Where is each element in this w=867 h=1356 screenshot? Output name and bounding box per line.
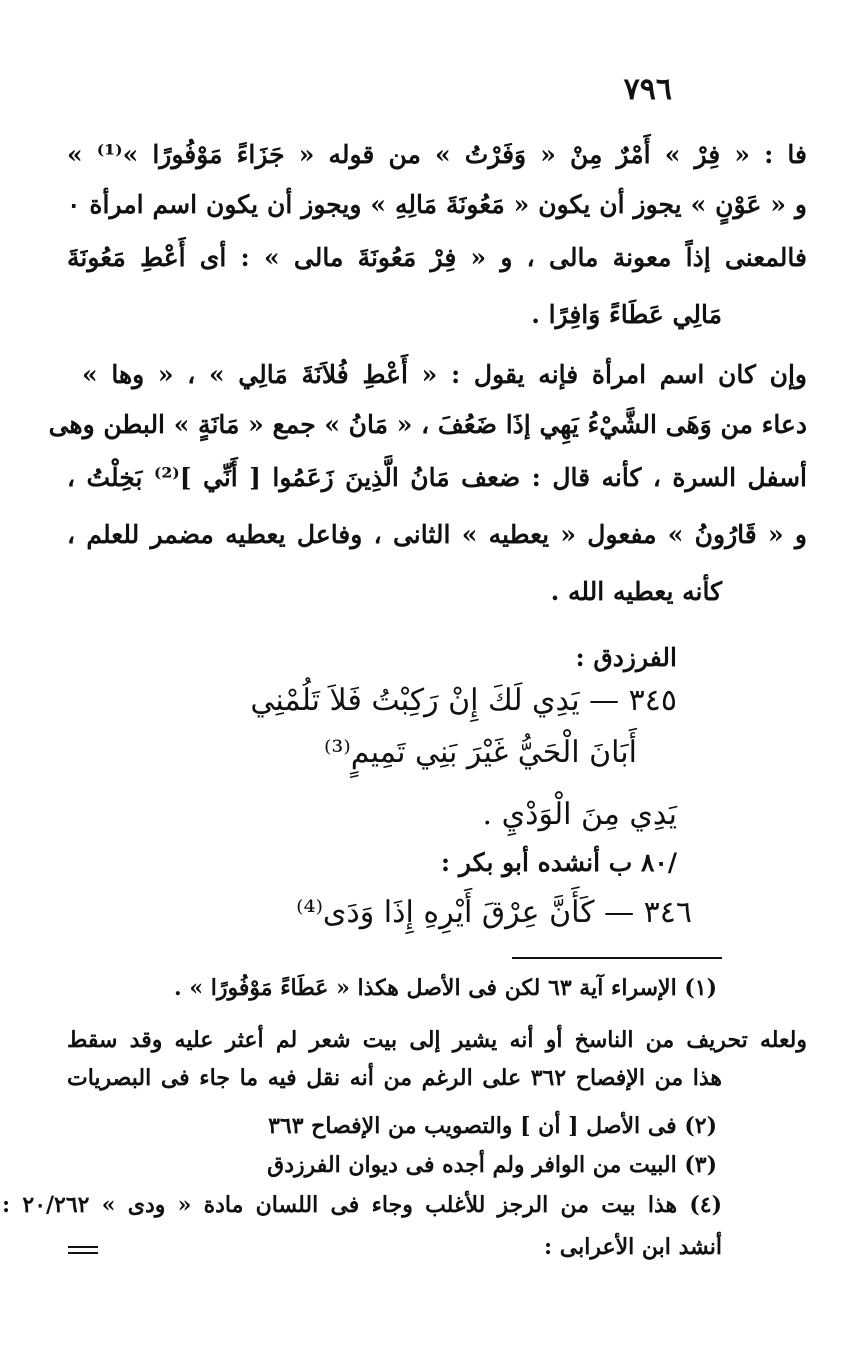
body-line: مَالِي عَطَاءً وَافِرًا .	[531, 300, 722, 329]
footnote: (٣) البيت من الوافر ولم أجده فى ديوان الفرزدق	[267, 1152, 717, 1178]
body-line: فالمعنى إذاً معونة مالى ، و « فِرْ مَعُونَةَ مالى » : أى أَعْطِ مَعُونَةَ	[67, 243, 807, 272]
page-number: ٧٩٦	[623, 72, 672, 107]
body-line: و « عَوْنٍ » يجوز أن يكون « مَعُونَةَ مَالِهِ » ويجوز أن يكون اسم امرأة ٠	[67, 190, 807, 219]
body-line: و « قَارُونُ » مفعول « يعطيه » الثانى ، وفاعل يعطيه مضمر للعلم ،	[67, 520, 807, 549]
verse-line: أَبَانَ الْحَيُّ غَيْرَ بَنِي تَمِيمٍ⁽³⁾	[323, 735, 637, 770]
footnote: (١) الإسراء آية ٦٣ لكن فى الأصل هكذا « عَطَاءً مَوْفُورًا » .	[174, 975, 717, 1001]
verse-line: يَدِي مِنَ الْوَدْيِ .	[482, 797, 677, 832]
poet-label: الفرزدق :	[575, 643, 677, 672]
footnote: (٤) هذا بيت من الرجز للأغلب وجاء فى اللسان مادة « ودى » ٢٠/٢٦٢ :	[2, 1192, 723, 1218]
body-line: وإن كان اسم امرأة فإنه يقول : « أَعْطِ فُلاَنَةَ مَالِي » ، « وها »	[82, 360, 807, 389]
footnote: ولعله تحريف من الناسخ أو أنه يشير إلى بيت شعر لم أعثر عليه وقد سقط	[67, 1027, 807, 1053]
verse-line: ٣٤٥ — يَدِي لَكَ إِنْ رَكِبْتُ فَلاَ تَلُمْنِي	[250, 683, 677, 718]
body-line: كأنه يعطيه الله .	[550, 577, 722, 606]
continuation-mark	[68, 1246, 98, 1248]
continuation-mark	[68, 1252, 98, 1254]
body-line: دعاء من وَهَى الشَّيْءُ يَهِي إذَا ضَعُفَ ، « مَانُ » جمع « مَانَةٍ » البطن وهى	[48, 410, 807, 439]
folio-note: /٨٠ ب أنشده أبو بكر :	[440, 848, 677, 877]
footnote: أنشد ابن الأعرابى :	[544, 1234, 722, 1260]
verse-line: ٣٤٦ — كَأَنَّ عِرْقَ أَيْرِهِ إِذَا وَدَى⁽⁴⁾	[296, 895, 692, 930]
footnote: (٢) فى الأصل [ أن ] والتصويب من الإفصاح ٣٦٣	[268, 1113, 717, 1139]
body-line: فا : « فِرْ » أَمْرٌ مِنْ « وَفَرْتُ » من قوله « جَزَاءً مَوْفُورًا »⁽¹⁾ »	[67, 140, 807, 169]
footnote: هذا من الإفصاح ٣٦٢ على الرغم من أنه نقل فيه ما جاء فى البصريات	[67, 1065, 722, 1091]
footnote-separator	[512, 957, 722, 959]
body-line: أسفل السرة ، كأنه قال : ضعف مَانُ الَّذِينَ زَعَمُوا [ أَنِّي ]⁽²⁾ بَخِلْتُ ،	[67, 463, 807, 492]
